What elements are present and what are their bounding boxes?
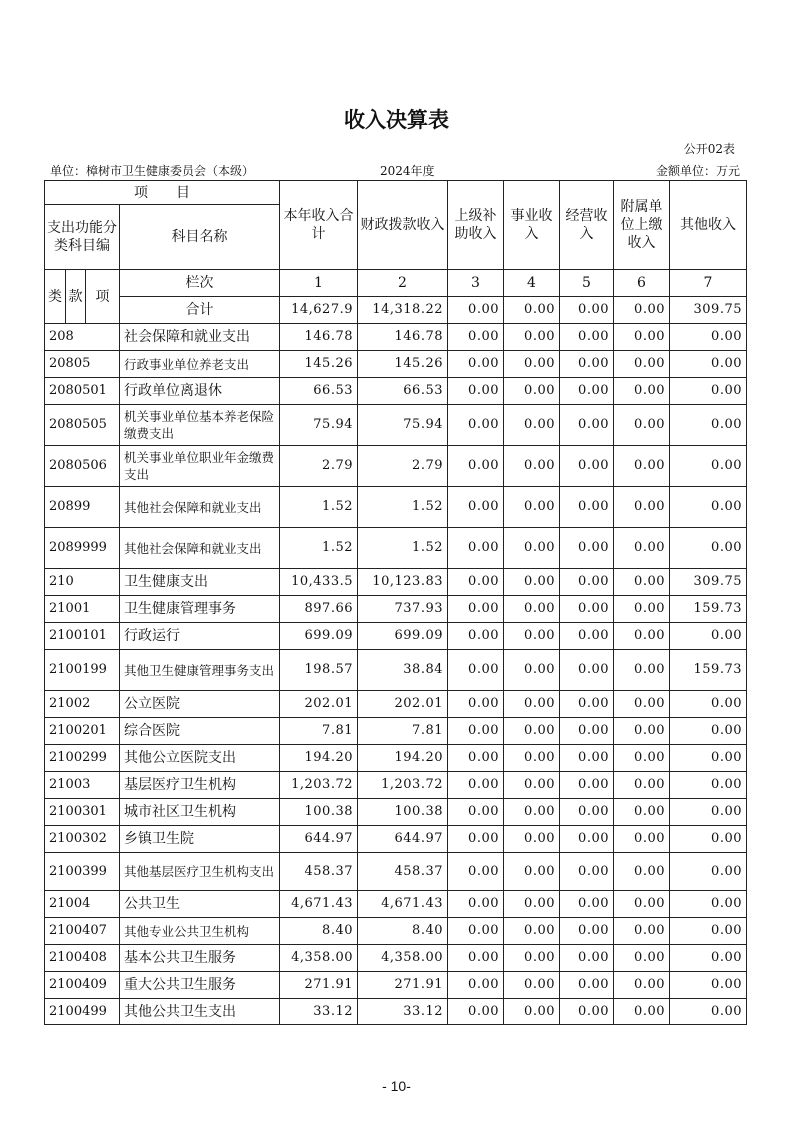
subject-code: 21001	[45, 596, 120, 623]
amount-cell: 159.73	[670, 650, 747, 691]
subject-code: 210	[45, 569, 120, 596]
amount-cell: 0.00	[560, 799, 614, 826]
header-business: 事业收入	[504, 181, 560, 270]
amount-cell: 0.00	[614, 799, 670, 826]
amount-cell: 0.00	[504, 528, 560, 569]
subject-name: 公立医院	[120, 691, 280, 718]
sum-value: 309.75	[670, 297, 747, 324]
form-number: 公开02表	[683, 142, 735, 156]
header-fiscal: 财政拨款收入	[358, 181, 448, 270]
header-other: 其他收入	[670, 181, 747, 270]
col-no: 4	[504, 270, 560, 297]
subject-code: 2100407	[45, 918, 120, 945]
amount-cell: 0.00	[448, 324, 504, 351]
sum-row	[45, 297, 747, 324]
amount-cell: 0.00	[448, 853, 504, 891]
table-row	[45, 528, 747, 569]
table-row	[45, 569, 747, 596]
amount-cell: 0.00	[560, 918, 614, 945]
table-row	[45, 623, 747, 650]
col-no: 7	[670, 270, 747, 297]
amount-cell: 0.00	[448, 378, 504, 405]
subject-code: 2100201	[45, 718, 120, 745]
subject-name: 其他社会保障和就业支出	[120, 487, 280, 528]
amount-cell: 0.00	[560, 623, 614, 650]
subject-name: 其他卫生健康管理事务支出	[120, 650, 280, 691]
amount-cell: 0.00	[560, 446, 614, 487]
amount-cell: 0.00	[504, 487, 560, 528]
reporting-unit: 单位：樟树市卫生健康委员会（本级）	[50, 164, 255, 178]
amount-cell: 0.00	[614, 446, 670, 487]
amount-cell: 0.00	[504, 378, 560, 405]
amount-cell: 0.00	[670, 826, 747, 853]
amount-cell: 0.00	[504, 772, 560, 799]
amount-cell: 0.00	[504, 918, 560, 945]
page-number: - 10-	[382, 1078, 411, 1094]
subject-name: 其他公立医院支出	[120, 745, 280, 772]
amount-cell: 0.00	[504, 691, 560, 718]
amount-cell: 0.00	[614, 999, 670, 1025]
amount-cell: 1,203.72	[358, 772, 448, 799]
subject-name: 机关事业单位职业年金缴费支出	[120, 446, 280, 487]
table-row	[45, 596, 747, 623]
amount-cell: 0.00	[614, 351, 670, 378]
subject-code: 2080505	[45, 405, 120, 446]
amount-cell: 0.00	[560, 772, 614, 799]
table-row	[45, 945, 747, 972]
amount-cell: 10,433.5	[280, 569, 358, 596]
amount-cell: 271.91	[358, 972, 448, 999]
table-row	[45, 446, 747, 487]
subject-code: 2100199	[45, 650, 120, 691]
amount-cell: 0.00	[504, 853, 560, 891]
amount-cell: 0.00	[448, 405, 504, 446]
subject-name: 行政运行	[120, 623, 280, 650]
subject-code: 2100499	[45, 999, 120, 1025]
amount-cell: 0.00	[670, 772, 747, 799]
amount-cell: 0.00	[614, 918, 670, 945]
amount-cell: 0.00	[448, 918, 504, 945]
amount-cell: 0.00	[670, 972, 747, 999]
amount-cell: 0.00	[448, 972, 504, 999]
amount-cell: 0.00	[560, 718, 614, 745]
subject-name: 综合医院	[120, 718, 280, 745]
amount-cell: 0.00	[560, 351, 614, 378]
amount-cell: 2.79	[280, 446, 358, 487]
amount-cell: 0.00	[504, 405, 560, 446]
amount-cell: 0.00	[560, 487, 614, 528]
amount-cell: 0.00	[670, 853, 747, 891]
amount-cell: 75.94	[280, 405, 358, 446]
subject-name: 行政单位离退休	[120, 378, 280, 405]
header-total: 本年收入合计	[280, 181, 358, 270]
subject-code: 21003	[45, 772, 120, 799]
subject-name: 其他社会保障和就业支出	[120, 528, 280, 569]
header-item: 项 目	[45, 181, 280, 205]
subject-code: 2100302	[45, 826, 120, 853]
amount-cell: 0.00	[614, 528, 670, 569]
amount-cell: 271.91	[280, 972, 358, 999]
amount-cell: 0.00	[670, 799, 747, 826]
amount-cell: 0.00	[504, 799, 560, 826]
amount-cell: 0.00	[614, 650, 670, 691]
col-no: 2	[358, 270, 448, 297]
amount-cell: 33.12	[358, 999, 448, 1025]
amount-cell: 0.00	[670, 623, 747, 650]
amount-cell: 0.00	[504, 446, 560, 487]
sum-value: 14,318.22	[358, 297, 448, 324]
amount-cell: 0.00	[614, 569, 670, 596]
amount-cell: 644.97	[358, 826, 448, 853]
amount-cell: 0.00	[504, 718, 560, 745]
amount-cell: 0.00	[448, 945, 504, 972]
amount-cell: 0.00	[670, 718, 747, 745]
amount-cell: 0.00	[670, 945, 747, 972]
amount-cell: 0.00	[670, 405, 747, 446]
subject-code: 2100409	[45, 972, 120, 999]
amount-cell: 0.00	[670, 999, 747, 1025]
amount-cell: 4,671.43	[358, 891, 448, 918]
amount-cell: 0.00	[560, 945, 614, 972]
amount-cell: 0.00	[670, 324, 747, 351]
column-no-label: 栏次	[120, 270, 280, 297]
amount-cell: 0.00	[504, 972, 560, 999]
amount-cell: 7.81	[358, 718, 448, 745]
amount-cell: 1.52	[280, 487, 358, 528]
amount-cell: 0.00	[614, 745, 670, 772]
header-operating: 经营收入	[560, 181, 614, 270]
subject-code: 20899	[45, 487, 120, 528]
amount-cell: 0.00	[448, 891, 504, 918]
amount-cell: 458.37	[280, 853, 358, 891]
amount-cell: 198.57	[280, 650, 358, 691]
amount-cell: 0.00	[504, 999, 560, 1025]
amount-cell: 194.20	[280, 745, 358, 772]
table-row	[45, 691, 747, 718]
subject-code: 2100301	[45, 799, 120, 826]
sum-value: 0.00	[504, 297, 560, 324]
amount-cell: 0.00	[448, 446, 504, 487]
amount-cell: 1,203.72	[280, 772, 358, 799]
header-name: 科目名称	[120, 205, 280, 270]
amount-cell: 0.00	[614, 405, 670, 446]
amount-cell: 0.00	[670, 918, 747, 945]
header-lei: 类	[45, 270, 66, 324]
subject-code: 2080506	[45, 446, 120, 487]
amount-cell: 0.00	[448, 745, 504, 772]
amount-cell: 0.00	[670, 446, 747, 487]
header-affiliated: 附属单位上缴收入	[614, 181, 670, 270]
amount-cell: 0.00	[448, 596, 504, 623]
amount-cell: 0.00	[560, 405, 614, 446]
amount-cell: 0.00	[560, 745, 614, 772]
amount-cell: 0.00	[560, 972, 614, 999]
amount-cell: 458.37	[358, 853, 448, 891]
table-row	[45, 853, 747, 891]
amount-cell: 0.00	[560, 691, 614, 718]
amount-cell: 0.00	[448, 826, 504, 853]
amount-cell: 0.00	[614, 596, 670, 623]
amount-cell: 0.00	[504, 650, 560, 691]
table-row	[45, 826, 747, 853]
amount-cell: 0.00	[448, 650, 504, 691]
amount-cell: 0.00	[448, 718, 504, 745]
subject-name: 公共卫生	[120, 891, 280, 918]
amount-cell: 0.00	[670, 487, 747, 528]
amount-cell: 0.00	[614, 623, 670, 650]
subject-name: 基本公共卫生服务	[120, 945, 280, 972]
amount-cell: 699.09	[358, 623, 448, 650]
amount-cell: 10,123.83	[358, 569, 448, 596]
subject-code: 2100101	[45, 623, 120, 650]
table-row	[45, 650, 747, 691]
table-row	[45, 718, 747, 745]
sum-value: 0.00	[614, 297, 670, 324]
subject-code: 20805	[45, 351, 120, 378]
amount-cell: 202.01	[358, 691, 448, 718]
amount-cell: 0.00	[614, 853, 670, 891]
amount-cell: 66.53	[280, 378, 358, 405]
amount-cell: 202.01	[280, 691, 358, 718]
amount-cell: 0.00	[614, 772, 670, 799]
amount-cell: 0.00	[614, 945, 670, 972]
amount-cell: 0.00	[448, 487, 504, 528]
header-kuan: 款	[66, 270, 86, 324]
sum-value: 0.00	[560, 297, 614, 324]
amount-cell: 0.00	[504, 351, 560, 378]
amount-cell: 0.00	[560, 891, 614, 918]
header-code-group: 支出功能分类科目编	[45, 205, 120, 270]
amount-cell: 0.00	[560, 324, 614, 351]
amount-cell: 0.00	[560, 650, 614, 691]
table-row	[45, 772, 747, 799]
subject-name: 卫生健康支出	[120, 569, 280, 596]
amount-cell: 0.00	[614, 972, 670, 999]
column-number-row	[45, 270, 747, 297]
amount-cell: 0.00	[504, 945, 560, 972]
subject-name: 其他公共卫生支出	[120, 999, 280, 1025]
amount-cell: 0.00	[614, 718, 670, 745]
amount-cell: 66.53	[358, 378, 448, 405]
amount-cell: 0.00	[504, 324, 560, 351]
amount-cell: 737.93	[358, 596, 448, 623]
amount-cell: 0.00	[614, 891, 670, 918]
amount-cell: 0.00	[504, 569, 560, 596]
amount-cell: 0.00	[560, 528, 614, 569]
amount-cell: 4,358.00	[280, 945, 358, 972]
subject-name: 乡镇卫生院	[120, 826, 280, 853]
amount-cell: 0.00	[614, 378, 670, 405]
subject-name: 其他专业公共卫生机构	[120, 918, 280, 945]
subject-name: 基层医疗卫生机构	[120, 772, 280, 799]
amount-cell: 0.00	[560, 853, 614, 891]
amount-cell: 0.00	[614, 324, 670, 351]
amount-cell: 644.97	[280, 826, 358, 853]
subject-code: 2100399	[45, 853, 120, 891]
amount-cell: 0.00	[448, 569, 504, 596]
col-no: 3	[448, 270, 504, 297]
col-no: 5	[560, 270, 614, 297]
amount-cell: 0.00	[448, 799, 504, 826]
subject-code: 2100408	[45, 945, 120, 972]
amount-cell: 0.00	[670, 745, 747, 772]
table-row	[45, 745, 747, 772]
table-row	[45, 972, 747, 999]
amount-cell: 897.66	[280, 596, 358, 623]
amount-cell: 309.75	[670, 569, 747, 596]
amount-cell: 194.20	[358, 745, 448, 772]
amount-cell: 0.00	[504, 745, 560, 772]
header-superior: 上级补助收入	[448, 181, 504, 270]
amount-cell: 0.00	[504, 623, 560, 650]
sum-label: 合计	[120, 297, 280, 324]
amount-cell: 7.81	[280, 718, 358, 745]
subject-name: 行政事业单位养老支出	[120, 351, 280, 378]
table-row	[45, 799, 747, 826]
amount-cell: 0.00	[448, 351, 504, 378]
amount-cell: 0.00	[560, 596, 614, 623]
amount-cell: 0.00	[504, 826, 560, 853]
amount-cell: 75.94	[358, 405, 448, 446]
table-row	[45, 324, 747, 351]
subject-name: 其他基层医疗卫生机构支出	[120, 853, 280, 891]
subject-code: 208	[45, 324, 120, 351]
sum-value: 0.00	[448, 297, 504, 324]
amount-cell: 699.09	[280, 623, 358, 650]
sum-value: 14,627.9	[280, 297, 358, 324]
income-final-accounts-table	[44, 180, 747, 1025]
amount-cell: 159.73	[670, 596, 747, 623]
amount-cell: 0.00	[560, 569, 614, 596]
table-row	[45, 999, 747, 1025]
subject-code: 2089999	[45, 528, 120, 569]
amount-cell: 0.00	[670, 891, 747, 918]
amount-cell: 33.12	[280, 999, 358, 1025]
subject-code: 21002	[45, 691, 120, 718]
amount-cell: 100.38	[280, 799, 358, 826]
page-title: 收入决算表	[344, 108, 449, 132]
amount-cell: 0.00	[614, 487, 670, 528]
subject-name: 重大公共卫生服务	[120, 972, 280, 999]
amount-cell: 0.00	[670, 378, 747, 405]
amount-cell: 145.26	[358, 351, 448, 378]
amount-cell: 1.52	[358, 487, 448, 528]
amount-cell: 146.78	[280, 324, 358, 351]
amount-cell: 0.00	[448, 999, 504, 1025]
subject-code: 21004	[45, 891, 120, 918]
subject-name: 城市社区卫生机构	[120, 799, 280, 826]
amount-cell: 1.52	[358, 528, 448, 569]
amount-cell: 4,358.00	[358, 945, 448, 972]
table-row	[45, 891, 747, 918]
amount-cell: 1.52	[280, 528, 358, 569]
amount-cell: 4,671.43	[280, 891, 358, 918]
amount-cell: 8.40	[280, 918, 358, 945]
amount-cell: 0.00	[670, 351, 747, 378]
table-row	[45, 487, 747, 528]
subject-name: 卫生健康管理事务	[120, 596, 280, 623]
subject-code: 2100299	[45, 745, 120, 772]
amount-cell: 2.79	[358, 446, 448, 487]
amount-cell: 0.00	[560, 999, 614, 1025]
table-row	[45, 918, 747, 945]
table-row	[45, 378, 747, 405]
amount-cell: 0.00	[448, 623, 504, 650]
amount-cell: 0.00	[560, 826, 614, 853]
amount-cell: 0.00	[614, 691, 670, 718]
amount-cell: 0.00	[448, 528, 504, 569]
amount-cell: 146.78	[358, 324, 448, 351]
col-no: 1	[280, 270, 358, 297]
amount-cell: 38.84	[358, 650, 448, 691]
amount-cell: 0.00	[560, 378, 614, 405]
amount-cell: 0.00	[670, 528, 747, 569]
subject-name: 机关事业单位基本养老保险缴费支出	[120, 405, 280, 446]
amount-cell: 0.00	[448, 691, 504, 718]
header-row	[45, 181, 747, 205]
table-row	[45, 351, 747, 378]
amount-unit: 金额单位：万元	[655, 164, 740, 178]
col-no: 6	[614, 270, 670, 297]
amount-cell: 0.00	[504, 891, 560, 918]
amount-cell: 0.00	[448, 772, 504, 799]
header-xiang: 项	[86, 270, 120, 324]
amount-cell: 8.40	[358, 918, 448, 945]
subject-code: 2080501	[45, 378, 120, 405]
amount-cell: 100.38	[358, 799, 448, 826]
amount-cell: 145.26	[280, 351, 358, 378]
amount-cell: 0.00	[614, 826, 670, 853]
amount-cell: 0.00	[504, 596, 560, 623]
fiscal-year: 2024年度	[380, 164, 435, 178]
table-row	[45, 405, 747, 446]
amount-cell: 0.00	[670, 691, 747, 718]
subject-name: 社会保障和就业支出	[120, 324, 280, 351]
